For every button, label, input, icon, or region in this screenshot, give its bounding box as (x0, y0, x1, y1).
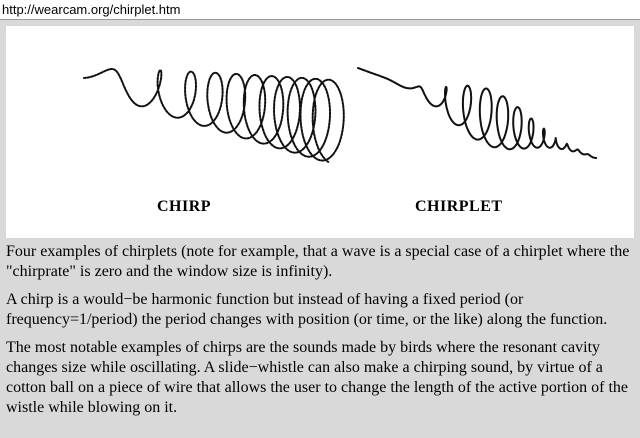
chirp-figure (6, 26, 634, 238)
chirp-curve (84, 69, 344, 162)
address-bar[interactable] (0, 0, 640, 20)
paragraph-examples: The most notable examples of chirps are the sounds made by birds where the resonant cavity changes size while oscillating. A slide−whistle can also make a chirping sound, by virtue of a cotton ball on a piece of wire that allows the user to change the length of the active portion of the wistle while blowing on it. (6, 339, 629, 416)
chirp-caption: CHIRP (157, 198, 212, 215)
paragraph-definition: A chirp is a would−be harmonic function but instead of having a fixed period (or frequency=1/period) the period changes with position (or time, or the like) along the function. (6, 291, 608, 328)
chirplet-curve (358, 68, 596, 158)
chirplet-caption: CHIRPLET (415, 198, 503, 215)
article-body (6, 242, 636, 426)
paragraph-caption: Four examples of chirplets (note for example, that a wave is a special case of a chirplet where the "chirprate" is zero and the window size is infinity). (6, 243, 630, 280)
chirp-illustration (6, 26, 634, 238)
url-text: http://wearcam.org/chirplet.htm (2, 2, 181, 17)
